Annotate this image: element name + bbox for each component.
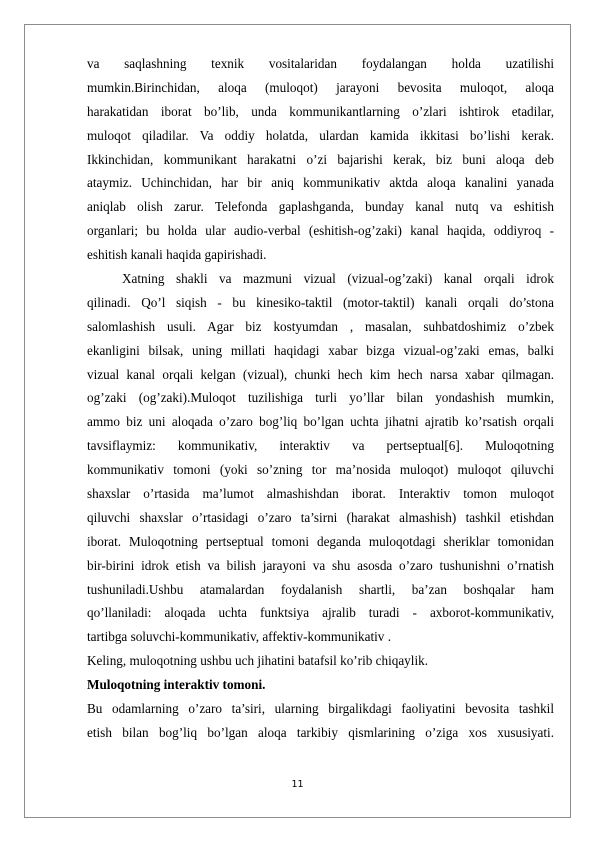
text-line: organlari; bu holda ular audio-verbal (eshitish-og’zaki) kanal haqida, oddiyroq - (87, 223, 554, 239)
text-line: tartibga soluvchi-kommunikativ, affektiv-kommunikativ . (87, 629, 391, 645)
text-line: etish bilan bog’liq bo’lgan aloqa tarkibiy qismlarining o’ziga xos xususiyati. (87, 724, 554, 740)
text-line: salomlashish usuli. Agar biz kostyumdan , masalan, suhbatdoshimiz o’zbek (87, 318, 554, 334)
text-line: qiluvchi shaxslar o’rtasidagi o’zaro ta’sirni (harakat almashish) tashkil etishdan (87, 509, 554, 525)
text-line: ammo biz uni aloqada o’zaro bog’liq bo’lgan uchta jihatni ajratib ko’rsatish orqali (87, 414, 554, 430)
text-line: Xatning shakli va mazmuni vizual (vizual-og’zaki) kanal orqali idrok (122, 271, 554, 287)
text-line: tavsiflaymiz: kommunikativ, interaktiv va pertseptual[6]. Muloqotning (87, 438, 554, 454)
paragraph-1 (87, 52, 554, 267)
text-line: Bu odamlarning o’zaro ta’siri, ularning birgalikdagi faoliyatini bevosita tashkil (87, 701, 554, 717)
text-line: kommunikativ tomoni (yoki so’zning tor ma’nosida muloqot) muloqot qiluvchi (87, 462, 554, 478)
text-line: Ikkinchidan, kommunikant harakatni o’zi bajarishi kerak, biz buni aloqa deb (87, 151, 554, 167)
paragraph-2 (87, 267, 554, 649)
text-line: harakatidan iborat bo’lib, unda kommunikantlarning o’zlari ishtirok etadilar, (87, 103, 554, 119)
text-line: muloqot qiladilar. Va oddiy holatda, ulardan kamida ikkitasi bo’lishi kerak. (87, 127, 554, 143)
text-line: shaxslar o’rtasida ma’lumot almashishdan iborat. Interaktiv tomon muloqot (87, 486, 554, 502)
text-line: bir-birini idrok etish va bilish jarayoni va shu asosda o’zaro tushunishni o’rnatish (87, 557, 554, 573)
text-line: vizual kanal orqali kelgan (vizual), chunki hech kim hech narsa xabar qilmagan. (87, 366, 554, 382)
section-heading-block (87, 673, 554, 697)
text-line: ataymiz. Uchinchidan, har bir aniq kommunikativ aktda aloqa kanalini yanada (87, 175, 554, 191)
paragraph-3 (87, 649, 554, 673)
text-line: eshitish kanali haqida gapirishadi. (87, 247, 267, 263)
text-line: va saqlashning texnik vositalaridan foydalangan holda uzatilishi (87, 56, 554, 71)
text-line: og’zaki (og’zaki).Muloqot tuzilishiga turli yo’llar bilan yondashish mumkin, (87, 390, 554, 406)
text-line: ekanligini bilsak, uning millati haqidagi xabar bizga vizual-og’zaki emas, balki (87, 342, 554, 358)
paragraph-4 (87, 697, 554, 745)
text-line: iborat. Muloqotning pertseptual tomoni deganda muloqotdagi sheriklar tomonidan (87, 533, 554, 549)
text-line: Keling, muloqotning ushbu uch jihatini batafsil ko’rib chiqaylik. (87, 653, 428, 669)
text-line: mumkin.Birinchidan, aloqa (muloqot) jarayoni bevosita muloqot, aloqa (87, 79, 554, 95)
text-line: qilinadi. Qo’l siqish - bu kinesiko-taktil (motor-taktil) kanali orqali do’stona (87, 294, 554, 310)
text-line: qo’llaniladi: aloqada uchta funktsiya ajralib turadi - axborot-kommunikativ, (87, 605, 554, 621)
page-number: 11 (291, 779, 304, 790)
text-line: tushuniladi.Ushbu atamalardan foydalanish shartli, ba’zan boshqalar ham (87, 581, 554, 597)
section-heading: Muloqotning interaktiv tomoni. (87, 677, 266, 693)
text-line: aniqlab olish zarur. Telefonda gaplashganda, bunday kanal nutq va eshitish (87, 199, 554, 215)
document-body (87, 52, 554, 745)
